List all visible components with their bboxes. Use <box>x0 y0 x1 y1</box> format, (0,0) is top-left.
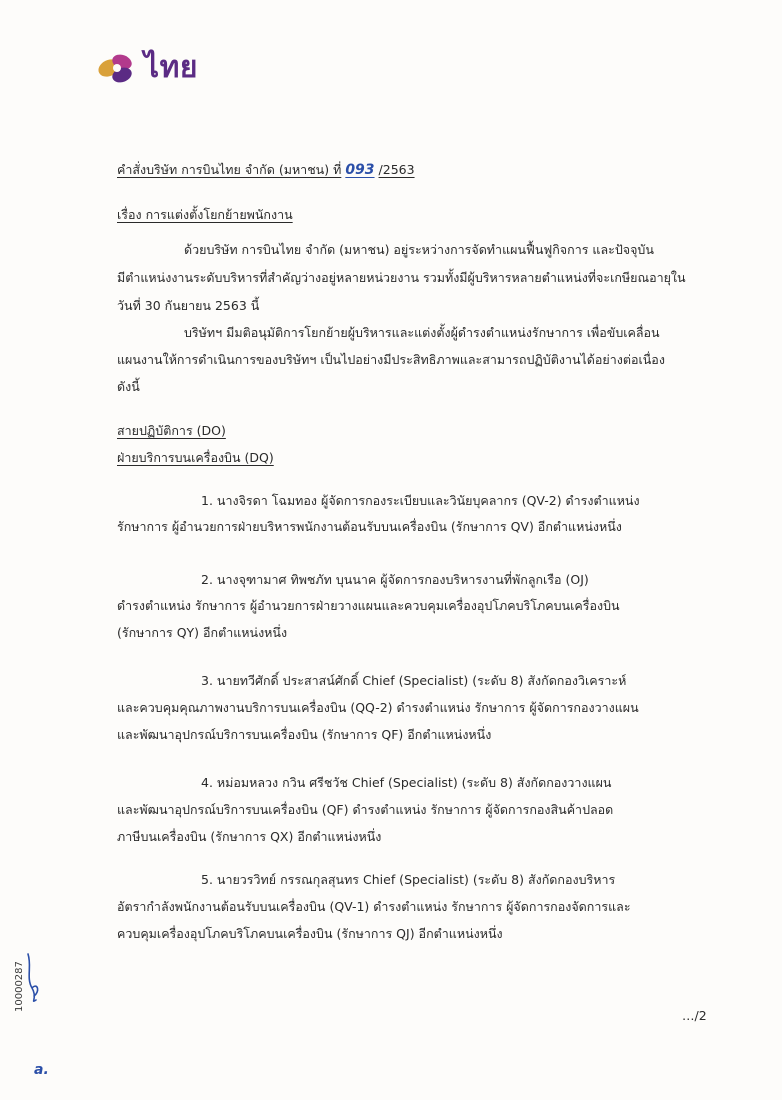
item-3-line3: และพัฒนาอุปกรณ์บริการบนเครื่องบิน (รักษาการ QF) อีกตำแหน่งหนึ่ง <box>117 727 492 742</box>
item-3-line1: 3. นายทวีศักดิ์ ประสาสน์ศักดิ์ Chief (Specialist) (ระดับ 8) สังกัดกองวิเคราะห์ <box>201 673 627 688</box>
item-4-line2: และพัฒนาอุปกรณ์บริการบนเครื่องบิน (QF) ดำรงตำแหน่ง รักษาการ ผู้จัดการกองสินค้าปลอด <box>117 802 614 817</box>
subject-line: เรื่อง การแต่งตั้งโยกย้ายพนักงาน <box>117 207 293 222</box>
department-line: ฝ่ายบริการบนเครื่องบิน (DQ) <box>117 450 274 465</box>
item-5-line3: ควบคุมเครื่องอุปโภคบริโภคบนเครื่องบิน (รักษาการ QJ) อีกตำแหน่งหนึ่ง <box>117 926 503 941</box>
logo-wordmark: ไทย <box>144 50 198 85</box>
intro-p1-line1: ด้วยบริษัท การบินไทย จำกัด (มหาชน) อยู่ระหว่างการจัดทำแผนฟื้นฟูกิจการ และปัจจุบัน <box>184 242 654 257</box>
intro-p1-line3: วันที่ 30 กันยายน 2563 นี้ <box>117 298 260 313</box>
order-year: /2563 <box>378 162 415 177</box>
order-number: 093 <box>345 162 375 178</box>
item-2-line2: ดำรงตำแหน่ง รักษาการ ผู้อำนวยการฝ่ายวางแผนและควบคุมเครื่องอุปโภคบริโภคบนเครื่องบิน <box>117 598 620 613</box>
order-prefix: คำสั่งบริษัท การบินไทย จำกัด (มหาชน) ที่ <box>117 162 342 177</box>
intro-p1-line2: มีตำแหน่งงานระดับบริหารที่สำคัญว่างอยู่หลายหน่วยงาน รวมทั้งมีผู้บริหารหลายตำแหน่งที่จะเกษียณอายุใน <box>117 270 686 285</box>
item-4-line1: 4. หม่อมหลวง กวิน ศรีชวัช Chief (Specialist) (ระดับ 8) สังกัดกองวางแผน <box>201 775 612 790</box>
item-5-line1: 5. นายวรวิทย์ กรรณกุลสุนทร Chief (Specialist) (ระดับ 8) สังกัดกองบริหาร <box>201 872 616 887</box>
intro-p2-line2: แผนงานให้การดำเนินการของบริษัทฯ เป็นไปอย่างมีประสิทธิภาพและสามารถปฏิบัติงานได้อย่างต่อเนื่อง <box>117 352 665 367</box>
item-5-line2: อัตรากำลังพนักงานต้อนรับบนเครื่องบิน (QV-1) ดำรงตำแหน่ง รักษาการ ผู้จัดการกองจัดการและ <box>117 899 631 914</box>
item-1-line2: รักษาการ ผู้อำนวยการฝ่ายบริหารพนักงานต้อนรับบนเครื่องบิน (รักษาการ QV) อีกตำแหน่งหนึ่ง <box>117 519 622 534</box>
order-title <box>117 162 415 178</box>
item-1-line1: 1. นางจิรดา โฉมทอง ผู้จัดการกองระเบียบและวินัยบุคลากร (QV-2) ดำรงตำแหน่ง <box>201 493 640 508</box>
item-3-line2: และควบคุมคุณภาพงานบริการบนเครื่องบิน (QQ-2) ดำรงตำแหน่ง รักษาการ ผู้จัดการกองวางแผน <box>117 700 639 715</box>
thai-airways-logo <box>96 44 198 91</box>
orchid-icon <box>96 50 140 86</box>
document-id: 10000287 <box>14 961 25 1012</box>
item-2-line1: 2. นางจุฑามาศ ทิพชภัท บุนนาค ผู้จัดการกองบริหารงานที่พักลูกเรือ (OJ) <box>201 572 589 587</box>
section-line: สายปฏิบัติการ (DO) <box>117 423 226 438</box>
page-continuation-marker: …/2 <box>682 1008 707 1023</box>
item-4-line3: ภาษีบนเครื่องบิน (รักษาการ QX) อีกตำแหน่งหนึ่ง <box>117 829 382 844</box>
signature-icon <box>22 948 46 1010</box>
handwritten-initial: a. <box>34 1062 49 1078</box>
intro-p2-line3: ดังนี้ <box>117 379 140 394</box>
item-2-line3: (รักษาการ QY) อีกตำแหน่งหนึ่ง <box>117 625 288 640</box>
intro-p2-line1: บริษัทฯ มีมติอนุมัติการโยกย้ายผู้บริหารและแต่งตั้งผู้ดำรงตำแหน่งรักษาการ เพื่อขับเคลื่อน <box>184 325 660 340</box>
